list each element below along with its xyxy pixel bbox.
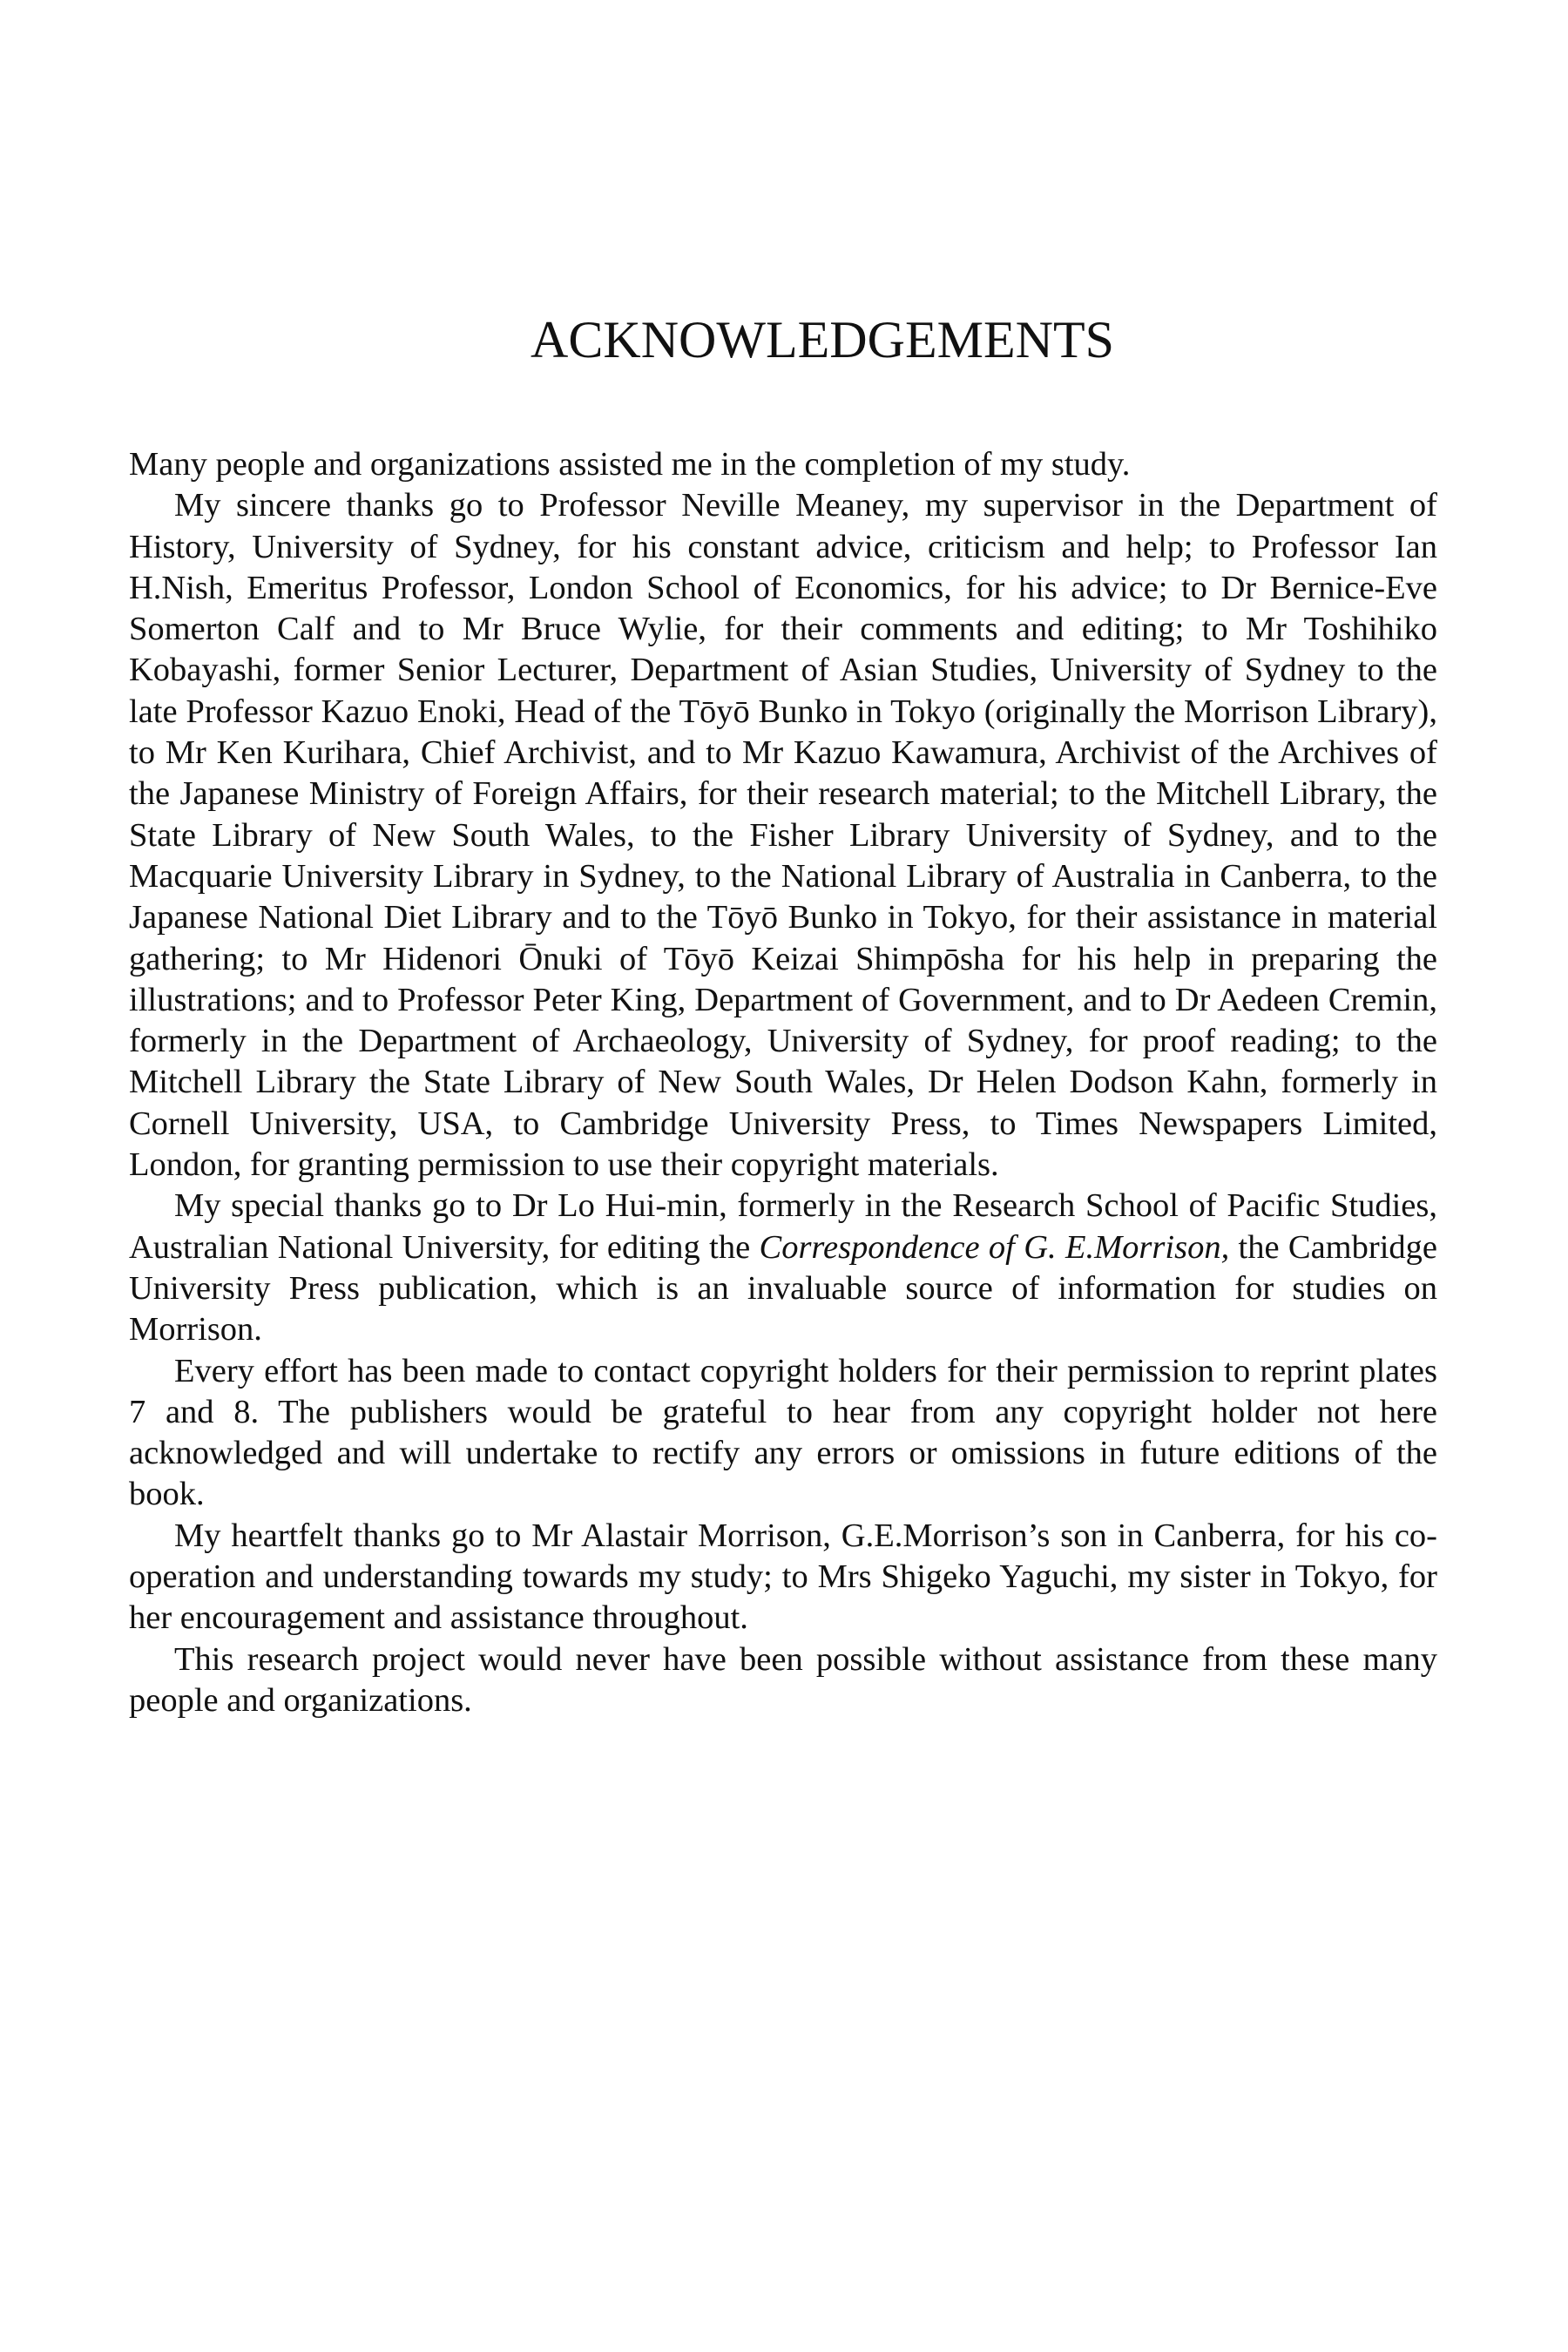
paragraph-intro: Many people and organizations assisted me in the completion of my study. [129, 446, 1131, 483]
special-thanks-text-start: My special thanks go to Dr Lo Hui-min, formerly in the Research School of Pacific Studies, Australian National University, for editing the [129, 1187, 1437, 1266]
paragraph-heartfelt-thanks: My heartfelt thanks go to Mr Alastair Morrison, G.E.Morrison’s son in Canberra, for his co-operation and understanding towards my study; to Mrs Shigeko Yaguchi, my sister in Tokyo, for her encouragement and assistance throughout. [129, 1517, 1437, 1637]
page-title: ACKNOWLEDGEMENTS [531, 311, 1114, 368]
paragraph-closing: This research project would never have been possible without assistance from these many people and organizations. [129, 1640, 1437, 1719]
special-thanks-text-end: the Cambridge University Press publication, which is an invaluable source of information for studies on Morrison. [129, 1228, 1437, 1348]
paragraph-special-thanks [129, 1186, 1437, 1350]
paragraph-thanks: My sincere thanks go to Professor Neville Meaney, my supervisor in the Department of History, University of Sydney, for his constant advice, criticism and help; to Professor Ian H.Nish, Emeritus Professor, London School of Economics, for his advice; to Dr Bernice-Eve Somerton Calf and to Mr Bruce Wylie, for their comments and editing; to Mr Toshihiko Kobayashi, former Senior Lecturer, Department of Asian Studies, University of Sydney to the late Professor Kazuo Enoki, Head of the Tōyō Bunko in Tokyo (originally the Morrison Library), to Mr Ken Kurihara, Chief Archivist, and to Mr Kazuo Kawamura, Archivist of the Archives of the Japanese Ministry of Foreign Affairs, for their research material; to the Mitchell Library, the State Library of New South Wales, to the Fisher Library University of Sydney, and to the Macquarie University Library in Sydney, to the National Library of Australia in Canberra, to the Japanese National Diet Library and to the Tōyō Bunko in Tokyo, for their assistance in material gathering; to Mr Hidenori Ōnuki of Tōyō Keizai Shimpōsha for his help in preparing the illustrations; and to Professor Peter King, Department of Government, and to Dr Aedeen Cremin, formerly in the Department of Archaeology, University of Sydney, for proof reading; to the Mitchell Library the State Library of New South Wales, Dr Helen Dodson Kahn, formerly in Cornell University, USA, to Cambridge University Press, to Times Newspapers Limited, London, for granting permission to use their copyright materials. [129, 487, 1437, 1184]
paragraph-copyright-notice: Every effort has been made to contact copyright holders for their permission to reprint plates 7 and 8. The publishers would be grateful to hear from any copyright holder not here acknowledged and will undertake to rectify any errors or omissions in future editions of the book. [129, 1352, 1437, 1513]
page [129, 311, 1437, 1721]
book-title-italic: Correspondence of G. E.Morrison, [759, 1228, 1230, 1266]
acknowledgements-body [129, 444, 1437, 1721]
